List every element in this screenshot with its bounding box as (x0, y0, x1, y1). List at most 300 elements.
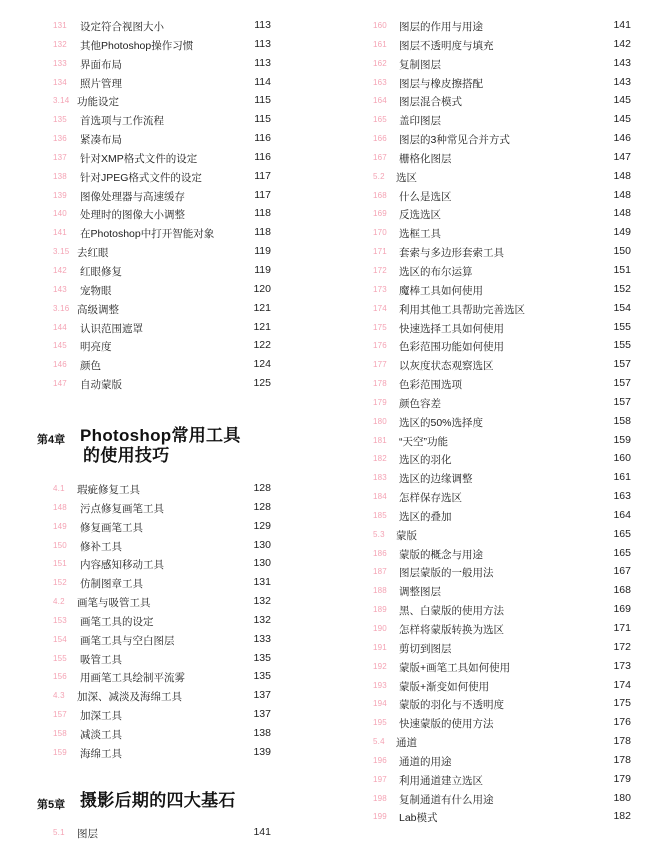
toc-entry-title: 吸管工具 (80, 653, 122, 666)
toc-entry-number: 147 (53, 379, 67, 389)
toc-entry-number: 5.3 (373, 529, 385, 539)
toc-entry-page: 151 (613, 263, 631, 276)
toc-entry-number: 195 (373, 718, 387, 728)
toc-entry-title: 图层蒙版的一般用法 (399, 567, 494, 580)
toc-entry-number: 159 (53, 747, 67, 757)
toc-entry-title: 减淡工具 (80, 728, 122, 741)
toc-entry-title: 怎样保存选区 (399, 492, 462, 505)
toc-entry-title: 通道的用途 (399, 755, 452, 768)
toc-entry-page: 141 (253, 826, 271, 838)
toc-entry[interactable] (0, 634, 290, 653)
toc-entry-title: 修补工具 (80, 540, 122, 553)
toc-entry[interactable] (340, 453, 640, 472)
toc-entry[interactable] (340, 811, 640, 830)
toc-entry-page: 115 (254, 113, 271, 126)
toc-section-entry[interactable] (340, 736, 640, 755)
toc-entry[interactable] (0, 20, 290, 39)
toc-entry-number: 141 (53, 228, 67, 238)
toc-entry-page: 121 (253, 320, 271, 333)
toc-entry-page: 117 (254, 188, 271, 201)
toc-entry-number: 198 (373, 793, 387, 803)
toc-entry-title: 蒙版+渐变如何使用 (399, 680, 490, 693)
toc-entry-title: 认识范围遮罩 (80, 322, 143, 335)
toc-entry-page: 120 (253, 282, 271, 295)
chapter4-label: 第4章 (37, 434, 66, 446)
toc-entry-title: 快速选择工具如何使用 (399, 322, 504, 335)
toc-entry-title: 图层与橡皮擦搭配 (399, 77, 483, 90)
toc-entry-number: 136 (53, 134, 67, 144)
toc-entry-title: 宠物眼 (80, 284, 112, 297)
toc-entry-title: 蒙版的概念与用途 (399, 548, 483, 561)
toc-entry[interactable] (340, 755, 640, 774)
toc-entry[interactable] (0, 114, 290, 133)
toc-entry-number: 168 (373, 190, 387, 200)
toc-section-entry[interactable] (340, 171, 640, 190)
toc-entry-number: 161 (373, 39, 387, 49)
toc-entry-page: 168 (613, 584, 631, 597)
toc-entry[interactable] (340, 661, 640, 680)
toc-entry[interactable] (340, 717, 640, 736)
toc-entry-title: 复制通道有什么用途 (399, 793, 494, 806)
toc-entry-number: 4.1 (53, 484, 65, 493)
toc-entry-title: 设定符合视图大小 (80, 21, 164, 33)
toc-entry-page: 154 (613, 301, 631, 314)
toc-entry-number: 185 (373, 510, 387, 520)
toc-entry-number: 133 (53, 58, 67, 68)
toc-entry[interactable] (0, 728, 290, 747)
toc-entry-number: 5.1 (53, 828, 65, 837)
toc-entry[interactable] (340, 416, 640, 435)
toc-entry-number: 131 (53, 21, 67, 30)
toc-entry[interactable] (340, 246, 640, 265)
toc-entry-title: 色彩范围选项 (399, 379, 462, 392)
toc-entry-page: 128 (253, 482, 271, 494)
toc-entry[interactable] (340, 774, 640, 793)
toc-entry-page: 113 (254, 37, 271, 50)
toc-entry-number: 193 (373, 680, 387, 690)
toc-entry[interactable] (0, 615, 290, 634)
toc-entry[interactable] (340, 39, 640, 58)
toc-entry-number: 171 (373, 247, 387, 257)
toc-entry-number: 182 (373, 454, 387, 464)
chapter4-heading (0, 428, 300, 474)
toc-entry-title: 图层混合模式 (399, 96, 462, 109)
toc-entry-number: 187 (373, 567, 387, 577)
toc-entry-page: 116 (254, 150, 271, 163)
toc-entry-page: 163 (613, 490, 631, 503)
toc-entry-title: 海绵工具 (80, 747, 122, 760)
chapter4-title-line2: 的使用技巧 (83, 446, 170, 465)
chapter4-title-line1: Photoshop常用工具 (80, 426, 241, 445)
toc-entry-number: 177 (373, 360, 387, 370)
toc-entry-number: 5.2 (373, 171, 385, 181)
toc-entry-page: 139 (253, 745, 271, 758)
toc-entry-number: 164 (373, 96, 387, 106)
toc-entry-page: 146 (613, 132, 631, 145)
toc-entry[interactable] (0, 133, 290, 152)
toc-entry-number: 162 (373, 58, 387, 68)
toc-entry-number: 181 (373, 435, 387, 445)
toc-entry-page: 113 (254, 19, 271, 31)
toc-section-entry[interactable] (0, 690, 290, 709)
toc-entry-page: 135 (253, 670, 271, 683)
toc-entry-number: 156 (53, 672, 67, 682)
toc-entry-page: 122 (253, 339, 271, 352)
toc-entry-number: 151 (53, 559, 67, 569)
toc-entry[interactable] (0, 747, 290, 766)
toc-entry-number: 183 (373, 473, 387, 483)
toc-entry[interactable] (340, 604, 640, 623)
toc-entry-title: 什么是选区 (399, 190, 452, 203)
toc-entry-page: 165 (613, 527, 631, 540)
toc-entry[interactable] (340, 793, 640, 812)
toc-entry[interactable] (340, 77, 640, 96)
toc-entry-title: 颜色 (80, 360, 101, 373)
toc-entry-page: 119 (254, 245, 271, 258)
toc-entry[interactable] (0, 521, 290, 540)
toc-entry-title: 画笔工具与空白图层 (80, 634, 175, 647)
toc-entry[interactable] (340, 566, 640, 585)
toc-entry-number: 4.3 (53, 691, 65, 701)
toc-entry[interactable] (0, 709, 290, 728)
toc-entry-page: 167 (613, 565, 631, 578)
toc-entry-title: 内容感知移动工具 (80, 559, 164, 572)
toc-entry-page: 172 (613, 640, 631, 653)
toc-entry-number: 169 (373, 209, 387, 219)
toc-entry[interactable] (0, 322, 290, 341)
toc-entry-title: 处理时的图像大小调整 (80, 209, 185, 222)
toc-entry[interactable] (340, 472, 640, 491)
toc-entry-title: “天空”功能 (399, 435, 448, 448)
toc-entry[interactable] (0, 502, 290, 521)
toc-entry[interactable] (340, 510, 640, 529)
toc-entry-number: 4.2 (53, 597, 65, 607)
toc-section-entry[interactable] (0, 483, 290, 502)
toc-entry[interactable] (340, 133, 640, 152)
toc-entry-number: 154 (53, 634, 67, 644)
chapter5-heading (0, 792, 300, 816)
toc-entry[interactable] (0, 208, 290, 227)
toc-entry-number: 134 (53, 77, 67, 87)
toc-section-entry[interactable] (0, 95, 290, 114)
toc-entry-title: 修复画笔工具 (80, 521, 143, 534)
toc-entry-title: 蒙版 (396, 529, 417, 542)
chapter5-title (80, 791, 236, 811)
toc-entry-title: 以灰度状态观察选区 (399, 360, 494, 373)
toc-entry-title: 盖印图层 (399, 115, 441, 128)
toc-entry-number: 166 (373, 134, 387, 144)
toc-entry-page: 157 (613, 377, 631, 390)
toc-entry-number: 146 (53, 360, 67, 370)
toc-entry-page: 119 (254, 263, 271, 276)
toc-group-chapter4 (0, 483, 290, 766)
toc-entry-page: 174 (613, 678, 631, 691)
toc-entry-number: 199 (373, 812, 387, 822)
toc-entry-number: 139 (53, 190, 67, 200)
toc-entry-number: 163 (373, 77, 387, 87)
toc-entry-number: 167 (373, 152, 387, 162)
toc-entry-number: 138 (53, 171, 67, 181)
toc-entry[interactable] (0, 39, 290, 58)
toc-entry-title: 加深、减淡及海绵工具 (77, 691, 182, 704)
toc-entry-title: 利用其他工具帮助完善选区 (399, 303, 525, 316)
toc-entry[interactable] (340, 227, 640, 246)
toc-entry-page: 157 (613, 358, 631, 371)
toc-entry-page: 128 (253, 500, 271, 513)
toc-entry-page: 169 (613, 603, 631, 616)
toc-entry-page: 148 (613, 207, 631, 220)
toc-entry-page: 173 (613, 659, 631, 672)
toc-entry[interactable] (0, 671, 290, 690)
toc-entry-page: 138 (253, 726, 271, 739)
toc-entry-page: 114 (254, 75, 271, 88)
toc-entry-title: 针对XMP格式文件的设定 (80, 152, 198, 165)
toc-entry-title: 蒙版+画笔工具如何使用 (399, 661, 511, 674)
toc-section-entry[interactable] (340, 529, 640, 548)
toc-entry[interactable] (340, 208, 640, 227)
toc-entry-title: 快速蒙版的使用方法 (399, 718, 494, 731)
toc-entry[interactable] (340, 642, 640, 661)
toc-entry-title: 选区 (396, 171, 417, 184)
toc-entry-number: 160 (373, 21, 387, 30)
toc-entry[interactable] (0, 227, 290, 246)
toc-entry-title: 用画笔工具绘制平流雾 (80, 672, 185, 685)
toc-entry-page: 165 (613, 546, 631, 559)
toc-entry-number: 190 (373, 624, 387, 633)
toc-entry-title: 选区的边缘调整 (399, 473, 473, 486)
toc-entry-number: 180 (373, 416, 387, 426)
toc-entry[interactable] (0, 171, 290, 190)
toc-entry-page: 160 (613, 452, 631, 465)
toc-entry[interactable] (340, 680, 640, 699)
toc-entry-number: 142 (53, 265, 67, 275)
toc-entry-number: 150 (53, 540, 67, 550)
toc-entry[interactable] (340, 340, 640, 359)
toc-entry-number: 194 (373, 699, 387, 709)
toc-entry[interactable] (0, 265, 290, 284)
toc-entry-page: 113 (254, 56, 271, 69)
toc-entry-title: 自动蒙版 (80, 379, 122, 392)
toc-entry-page: 180 (613, 791, 631, 804)
toc-entry-title: 通道 (396, 737, 417, 750)
toc-entry[interactable] (340, 303, 640, 322)
toc-entry[interactable] (340, 378, 640, 397)
toc-entry-number: 175 (373, 322, 387, 332)
toc-entry-page: 137 (253, 708, 271, 721)
toc-entry-number: 165 (373, 115, 387, 125)
toc-left-column (0, 20, 290, 397)
toc-entry-page: 116 (254, 132, 271, 145)
toc-entry-number: 179 (373, 397, 387, 407)
toc-entry-number: 176 (373, 341, 387, 351)
toc-entry-number: 149 (53, 521, 67, 531)
toc-entry[interactable] (340, 58, 640, 77)
toc-entry-title: 色彩范围功能如何使用 (399, 341, 504, 354)
toc-entry-number: 144 (53, 322, 67, 332)
toc-entry[interactable] (340, 548, 640, 567)
toc-entry[interactable] (340, 20, 640, 39)
toc-entry-title: 图层不透明度与填充 (399, 39, 494, 52)
toc-entry-page: 148 (613, 188, 631, 201)
toc-entry-number: 155 (53, 653, 67, 663)
toc-entry-page: 115 (254, 94, 271, 107)
toc-entry-number: 186 (373, 548, 387, 558)
toc-entry-number: 191 (373, 642, 387, 652)
toc-entry-title: 去红眼 (77, 247, 109, 260)
toc-entry-number: 153 (53, 615, 67, 625)
toc-entry-page: 178 (613, 735, 631, 748)
toc-entry-page: 143 (613, 56, 631, 69)
toc-entry-number: 3.15 (53, 247, 70, 257)
toc-entry-title: 图层 (77, 828, 98, 840)
toc-entry-page: 132 (253, 595, 271, 608)
toc-entry-title: 栅格化图层 (399, 152, 452, 165)
toc-entry-page: 137 (253, 689, 271, 702)
toc-entry-number: 3.14 (53, 96, 70, 106)
toc-entry-title: 画笔与吸管工具 (77, 597, 151, 610)
toc-entry-page: 143 (613, 75, 631, 88)
toc-entry-page: 145 (613, 113, 631, 126)
toc-entry-title: 选框工具 (399, 228, 441, 241)
toc-entry-title: 选区的布尔运算 (399, 265, 473, 278)
toc-entry-number: 170 (373, 228, 387, 238)
toc-entry-page: 161 (613, 471, 631, 484)
toc-entry[interactable] (340, 95, 640, 114)
toc-entry-title: 红眼修复 (80, 265, 122, 278)
toc-entry-title: 首选项与工作流程 (80, 115, 164, 128)
toc-entry-title: 加深工具 (80, 710, 122, 723)
toc-entry-title: 其他Photoshop操作习惯 (80, 39, 194, 52)
toc-entry[interactable] (0, 540, 290, 559)
toc-entry-page: 131 (253, 576, 271, 589)
toc-entry-page: 135 (253, 651, 271, 664)
toc-entry-page: 145 (613, 94, 631, 107)
toc-entry[interactable] (340, 322, 640, 341)
toc-entry-page: 164 (613, 508, 631, 521)
chapter5-label: 第5章 (37, 799, 66, 811)
toc-entry[interactable] (340, 359, 640, 378)
toc-entry-title: 图像处理器与高速缓存 (80, 190, 185, 203)
toc-entry[interactable] (0, 378, 290, 397)
toc-entry-number: 197 (373, 774, 387, 784)
toc-entry-number: 192 (373, 661, 387, 671)
toc-entry-number: 157 (53, 710, 67, 720)
toc-entry-number: 172 (373, 265, 387, 275)
toc-entry[interactable] (0, 340, 290, 359)
toc-entry-page: 141 (613, 19, 631, 31)
toc-entry-page: 147 (613, 150, 631, 163)
toc-entry[interactable] (340, 152, 640, 171)
toc-entry[interactable] (340, 265, 640, 284)
toc-entry-number: 145 (53, 341, 67, 351)
toc-section-entry[interactable] (0, 596, 290, 615)
toc-entry-page: 142 (613, 37, 631, 50)
toc-entry-page: 171 (613, 622, 631, 634)
toc-entry-title: 选区的叠加 (399, 510, 452, 523)
toc-section-entry[interactable] (0, 827, 290, 846)
toc-entry-number: 137 (53, 152, 67, 162)
toc-entry-title: 画笔工具的设定 (80, 615, 154, 628)
toc-entry-title: 紧凑布局 (80, 134, 122, 147)
toc-group-chapter3-tail (0, 20, 290, 397)
toc-entry-page: 130 (253, 557, 271, 570)
toc-entry[interactable] (340, 623, 640, 642)
toc-entry-number: 184 (373, 492, 387, 502)
toc-entry-title: 选区的50%选择度 (399, 416, 484, 429)
toc-entry[interactable] (340, 190, 640, 209)
toc-entry[interactable] (0, 284, 290, 303)
toc-entry-title: 颜色容差 (399, 397, 441, 410)
toc-entry-page: 178 (613, 753, 631, 766)
toc-entry-page: 157 (613, 395, 631, 408)
toc-entry-page: 117 (254, 169, 271, 182)
toc-entry[interactable] (340, 397, 640, 416)
toc-entry-number: 140 (53, 209, 67, 219)
toc-entry-number: 188 (373, 586, 387, 596)
toc-entry[interactable] (340, 698, 640, 717)
toc-entry-number: 152 (53, 578, 67, 588)
toc-entry-number: 143 (53, 284, 67, 294)
toc-entry-title: 针对JPEG格式文件的设定 (80, 171, 202, 184)
toc-entry-title: 照片管理 (80, 77, 122, 90)
toc-entry[interactable] (340, 491, 640, 510)
toc-entry-page: 175 (613, 697, 631, 710)
toc-entry[interactable] (0, 152, 290, 171)
toc-entry-number: 158 (53, 728, 67, 738)
toc-entry[interactable] (0, 577, 290, 596)
toc-entry-page: 130 (253, 538, 271, 551)
toc-entry-number: 148 (53, 502, 67, 512)
toc-entry[interactable] (0, 190, 290, 209)
toc-entry-title: 仿制图章工具 (80, 578, 143, 591)
toc-entry-page: 158 (613, 414, 631, 427)
toc-entry-title: Lab模式 (399, 812, 438, 825)
toc-entry-number: 135 (53, 115, 67, 125)
toc-entry-page: 133 (253, 632, 271, 645)
toc-right-column (340, 20, 640, 830)
toc-entry-page: 152 (613, 282, 631, 295)
chapter4-title (80, 426, 241, 466)
toc-entry-title: 在Photoshop中打开智能对象 (80, 228, 215, 241)
toc-entry[interactable] (0, 58, 290, 77)
toc-entry-title: 界面布局 (80, 58, 122, 71)
toc-group-chapter5 (0, 827, 290, 846)
toc-entry[interactable] (340, 585, 640, 604)
chapter5-title-line1: 摄影后期的四大基石 (80, 791, 236, 810)
toc-entry[interactable] (340, 284, 640, 303)
toc-entry[interactable] (0, 359, 290, 378)
toc-entry[interactable] (0, 77, 290, 96)
toc-section-entry[interactable] (0, 303, 290, 322)
toc-entry[interactable] (0, 558, 290, 577)
toc-section-entry[interactable] (0, 246, 290, 265)
toc-entry-title: 明亮度 (80, 341, 112, 354)
toc-entry-page: 124 (253, 358, 271, 371)
toc-entry-title: 反选选区 (399, 209, 441, 222)
toc-entry-page: 121 (253, 301, 271, 314)
toc-entry[interactable] (340, 435, 640, 454)
toc-entry-page: 118 (254, 226, 271, 239)
toc-entry-title: 利用通道建立选区 (399, 774, 483, 787)
toc-entry-title: 瑕疵修复工具 (77, 484, 140, 496)
toc-entry[interactable] (0, 653, 290, 672)
toc-entry-title: 怎样将蒙版转换为选区 (399, 624, 504, 636)
toc-entry-page: 155 (613, 339, 631, 352)
toc-entry-title: 图层的作用与用途 (399, 21, 483, 33)
toc-entry-number: 178 (373, 379, 387, 389)
toc-entry-page: 182 (613, 810, 631, 823)
toc-entry[interactable] (340, 114, 640, 133)
